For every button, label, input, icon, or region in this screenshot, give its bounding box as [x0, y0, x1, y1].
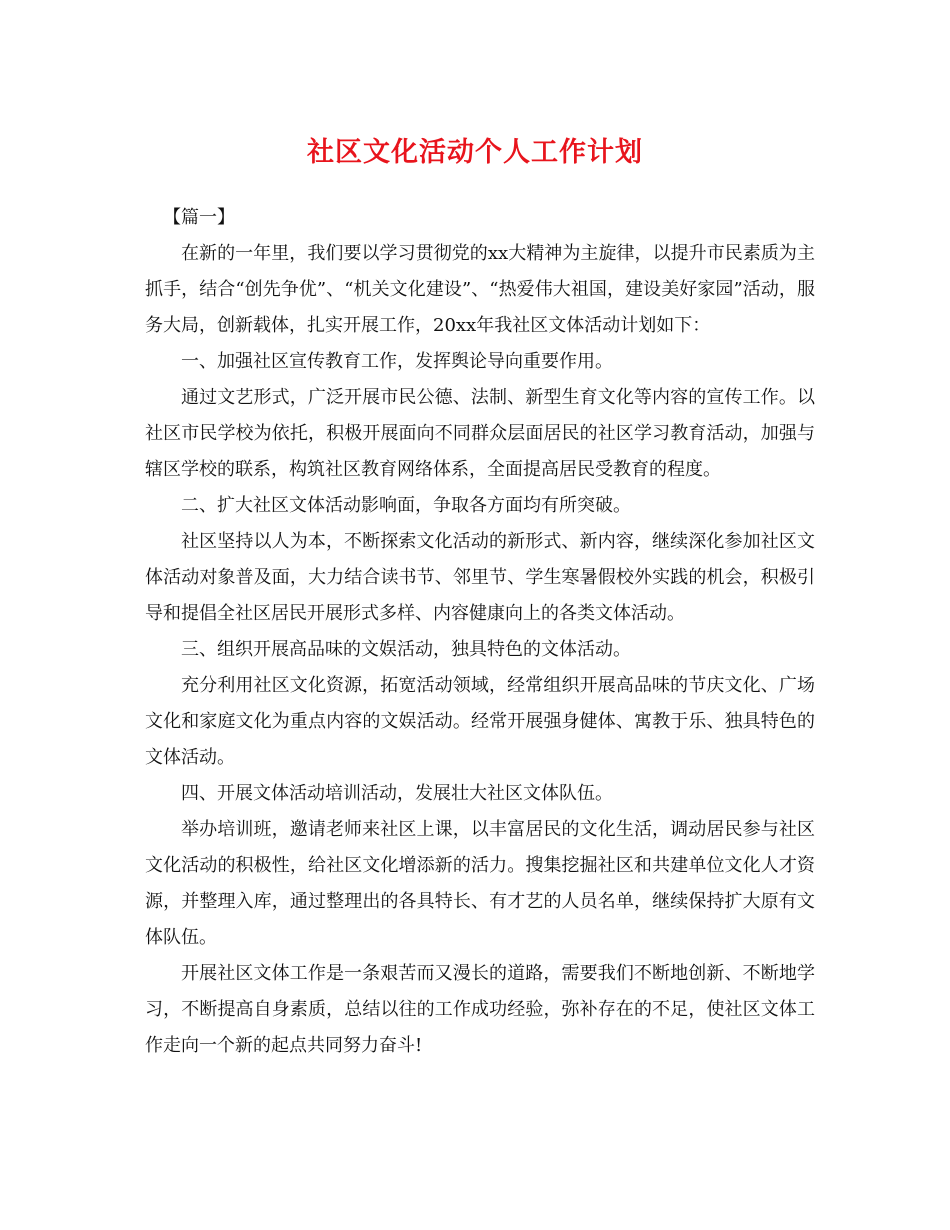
heading-section-3: 三、组织开展高品味的文娱活动，独具特色的文体活动。 — [181, 639, 631, 660]
paragraph-section-2: 社区坚持以人为本，不断探索文化活动的新形式、新内容，继续深化参加社区文体活动对象普及面，大力结合读书节、邻里节、学生寒暑假校外实践的机会，积极引导和提倡全社区居民开展形式多样、内容健康向上的各类文体活动。 — [145, 531, 815, 624]
paragraph-section-4: 举办培训班，邀请老师来社区上课，以丰富居民的文化生活，调动居民参与社区文化活动的积极性，给社区文化增添新的活力。搜集挖掘社区和共建单位文化人才资源，并整理入库，通过整理出的各具特长、有才艺的人员名单，继续保持扩大原有文体队伍。 — [145, 819, 815, 948]
heading-section-4: 四、开展文体活动培训活动，发展壮大社区文体队伍。 — [181, 783, 613, 804]
paragraph-section-1: 通过文艺形式，广泛开展市民公德、法制、新型生育文化等内容的宣传工作。以社区市民学校为依托，积极开展面向不同群众层面居民的社区学习教育活动，加强与辖区学校的联系，构筑社区教育网络体系，全面提高居民受教育的程度。 — [145, 387, 815, 480]
page-title: 社区文化活动个人工作计划 — [307, 137, 643, 168]
paragraph-intro: 在新的一年里，我们要以学习贯彻党的xx大精神为主旋律，以提升市民素质为主抓手，结合“创先争优”、“机关文化建设”、“热爱伟大祖国，建设美好家园”活动，服务大局，创新载体，扎实开展工作，20xx年我社区文体活动计划如下： — [145, 243, 815, 336]
heading-section-1: 一、加强社区宣传教育工作，发挥舆论导向重要作用。 — [181, 351, 613, 372]
paragraph-section-3: 充分利用社区文化资源，拓宽活动领域，经常组织开展高品味的节庆文化、广场文化和家庭文化为重点内容的文娱活动。经常开展强身健体、寓教于乐、独具特色的文体活动。 — [145, 675, 815, 768]
document-body — [145, 200, 815, 1064]
paragraph-conclusion: 开展社区文体工作是一条艰苦而又漫长的道路，需要我们不断地创新、不断地学习，不断提高自身素质，总结以往的工作成功经验，弥补存在的不足，使社区文体工作走向一个新的起点共同努力奋斗! — [145, 963, 815, 1056]
heading-section-2: 二、扩大社区文体活动影响面，争取各方面均有所突破。 — [181, 495, 631, 516]
section-label: 【篇一】 — [163, 207, 235, 228]
